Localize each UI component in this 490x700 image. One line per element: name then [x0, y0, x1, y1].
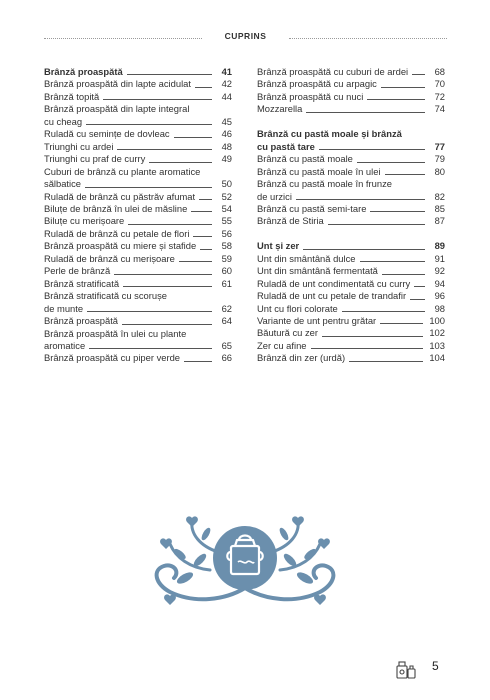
leader-line — [322, 336, 423, 337]
toc-page-number: 98 — [434, 302, 445, 314]
toc-page-number: 42 — [221, 78, 232, 90]
toc-page-number: 64 — [221, 315, 232, 327]
toc-entry[interactable] — [257, 315, 445, 327]
toc-page-number: 80 — [434, 165, 445, 177]
toc-entry-title: Brânză din zer (urdă) — [257, 352, 346, 364]
leader-line — [184, 361, 212, 362]
toc-page-number: 50 — [221, 178, 232, 190]
toc-entry-title: Brânză de Stiria — [257, 215, 324, 227]
toc-entry[interactable] — [44, 328, 232, 353]
toc-entry-title: Unt din smântână fermentată — [257, 265, 378, 277]
toc-entry-title: Brânză proaspătă cu piper verde — [44, 352, 181, 364]
toc-page-number: 44 — [221, 90, 232, 102]
toc-entry[interactable] — [257, 203, 445, 215]
toc-page-number: 94 — [434, 277, 445, 289]
toc-entry[interactable] — [257, 278, 445, 290]
toc-entry-title: Brânză cu pastă moale — [257, 153, 353, 165]
leader-line — [191, 211, 212, 212]
toc-entry-title: cu cheag — [44, 115, 83, 127]
leader-line — [103, 99, 212, 100]
leader-line — [370, 211, 425, 212]
toc-entry-title: Brânză cu pastă semi-tare — [257, 202, 367, 214]
leader-line — [195, 87, 212, 88]
toc-entry-title-line1: Brânză stratificată cu scorușe — [44, 290, 167, 302]
toc-entry[interactable] — [44, 265, 232, 277]
toc-entry[interactable] — [44, 91, 232, 103]
toc-entry[interactable] — [44, 128, 232, 140]
header-divider-right — [289, 38, 447, 39]
toc-section-heading[interactable] — [257, 240, 445, 252]
toc-entry-title-line1: Brânză proaspătă din lapte integral — [44, 103, 190, 115]
page-number: 5 — [432, 659, 439, 673]
toc-page-number: 91 — [434, 252, 445, 264]
toc-entry-title: Variante de unt pentru grătar — [257, 315, 377, 327]
toc-entry-title: Brânză proaspătă cu cuburi de ardei — [257, 66, 409, 77]
toc-entry-title: cu pastă tare — [257, 140, 315, 152]
leader-line — [342, 311, 425, 312]
leader-line — [410, 299, 425, 300]
toc-entry-title: Brânză proaspătă — [44, 66, 123, 77]
leader-line — [414, 286, 425, 287]
toc-entry[interactable] — [44, 290, 232, 315]
toc-page-number: 70 — [434, 78, 445, 90]
toc-page-number: 72 — [434, 90, 445, 102]
toc-entry[interactable] — [257, 303, 445, 315]
toc-page-number: 87 — [434, 215, 445, 227]
toc-entry[interactable] — [44, 203, 232, 215]
toc-entry-title: Brânză proaspătă din lapte acidulat — [44, 78, 191, 90]
toc-entry-title: Brânză topită — [44, 90, 100, 102]
section-gap — [257, 228, 445, 240]
toc-entry-title: Zer cu afine — [257, 339, 307, 351]
leader-line — [381, 87, 425, 88]
toc-page-number: 89 — [434, 240, 445, 252]
toc-page-number: 104 — [429, 352, 445, 364]
toc-entry-title: Mozzarella — [257, 103, 303, 115]
toc-entry[interactable] — [257, 178, 445, 203]
toc-page-number: 74 — [434, 103, 445, 115]
toc-page-number: 48 — [221, 140, 232, 152]
leader-line — [149, 162, 212, 163]
toc-entry[interactable] — [44, 240, 232, 252]
toc-entry[interactable] — [257, 153, 445, 165]
toc-entry-title: sălbatice — [44, 178, 82, 190]
toc-page-number: 102 — [429, 327, 445, 339]
toc-entry[interactable] — [44, 166, 232, 191]
toc-entry[interactable] — [257, 78, 445, 90]
leader-line — [127, 74, 212, 75]
toc-page-number: 77 — [434, 140, 445, 152]
toc-entry-title: Brânză proaspătă cu nuci — [257, 90, 364, 102]
leader-line — [128, 224, 212, 225]
toc-entry-title: Brânză stratificată — [44, 277, 120, 289]
leader-line — [85, 187, 212, 188]
toc-entry[interactable] — [44, 278, 232, 290]
toc-page-number: 61 — [221, 277, 232, 289]
toc-entry[interactable] — [257, 327, 445, 339]
toc-page-number: 85 — [434, 202, 445, 214]
toc-entry-title-line1: Brânză cu pastă moale în frunze — [257, 178, 392, 190]
toc-entry[interactable] — [44, 103, 232, 128]
toc-column-right — [257, 66, 445, 365]
leader-line — [303, 249, 425, 250]
leader-line — [367, 99, 425, 100]
toc-entry-title: Biluțe de brânză în ulei de măsline — [44, 202, 188, 214]
toc-entry-title: Brânză cu pastă moale în ulei — [257, 165, 381, 177]
leader-line — [380, 323, 423, 324]
toc-entry[interactable] — [44, 352, 232, 364]
leader-line — [117, 149, 212, 150]
toc-entry-title: Triunghi cu ardei — [44, 140, 114, 152]
toc-page-number: 103 — [429, 339, 445, 351]
toc-entry-title: Perle de brânză — [44, 265, 111, 277]
toc-section-heading[interactable] — [44, 66, 232, 78]
toc-entry[interactable] — [257, 166, 445, 178]
toc-entry[interactable] — [257, 265, 445, 277]
leader-line — [87, 311, 212, 312]
toc-column-left — [44, 66, 232, 365]
toc-entry-title: Ruladă de unt condimentată cu curry — [257, 277, 411, 289]
toc-entry-title: de urzici — [257, 190, 292, 202]
leader-line — [296, 199, 425, 200]
toc-entry-title: Ruladă de brânză cu merișoare — [44, 252, 175, 264]
toc-entry-title-line1: Brânză proaspătă în ulei cu plante — [44, 327, 187, 339]
toc-entry[interactable] — [44, 215, 232, 227]
toc-entry-title: Ruladă cu semințe de dovleac — [44, 128, 170, 140]
toc-entry[interactable] — [257, 340, 445, 352]
leader-line — [385, 174, 425, 175]
toc-page-number: 56 — [221, 227, 232, 239]
toc-entry[interactable] — [257, 253, 445, 265]
page-title: CUPRINS — [224, 31, 267, 41]
leader-line — [382, 274, 425, 275]
toc-entry-title: Brânză proaspătă cu arpagic — [257, 78, 377, 90]
leader-line — [412, 74, 425, 75]
leader-line — [319, 149, 425, 150]
toc-page-number: 68 — [434, 66, 445, 77]
leader-line — [86, 124, 212, 125]
toc-entry-title: de munte — [44, 302, 84, 314]
leader-line — [174, 137, 212, 138]
toc-page-number: 65 — [221, 339, 232, 351]
toc-page-number: 41 — [221, 66, 232, 77]
toc-entry[interactable] — [44, 315, 232, 327]
toc-entry-title: Ruladă de brânză cu petale de flori — [44, 227, 190, 239]
floral-ornament — [140, 512, 350, 608]
toc-page-number: 92 — [434, 265, 445, 277]
toc-entry-title: Brânză proaspătă — [44, 315, 119, 327]
leader-line — [179, 261, 212, 262]
leader-line — [360, 261, 426, 262]
toc-entry-title: Băutură cu zer — [257, 327, 318, 339]
leader-line — [114, 274, 212, 275]
toc-entry-title: Brânză proaspătă cu miere și stafide — [44, 240, 197, 252]
toc-page-number: 59 — [221, 252, 232, 264]
toc-entry-title: Unt și zer — [257, 240, 300, 252]
toc-page-number: 58 — [221, 240, 232, 252]
toc-page-number: 52 — [221, 190, 232, 202]
leader-line — [89, 348, 212, 349]
toc-page-number: 54 — [221, 202, 232, 214]
toc-page-number: 45 — [221, 115, 232, 127]
toc-entry-title: Ruladă de unt cu petale de trandafir — [257, 290, 407, 302]
toc-page-number: 49 — [221, 153, 232, 165]
toc-entry[interactable] — [44, 153, 232, 165]
toc-entry-title: Unt din smântână dulce — [257, 252, 356, 264]
leader-line — [199, 199, 212, 200]
toc-entry-title: Unt cu flori colorate — [257, 302, 338, 314]
leader-line — [349, 361, 423, 362]
leader-line — [123, 286, 212, 287]
toc-entry[interactable] — [44, 78, 232, 90]
toc-section-heading[interactable] — [257, 128, 445, 153]
toc-entry-title-line1: Brânză cu pastă moale și brânză — [257, 128, 402, 140]
toc-entry-title: aromatice — [44, 339, 86, 351]
toc-page-number: 60 — [221, 265, 232, 277]
leader-line — [122, 324, 212, 325]
toc-page-number: 79 — [434, 153, 445, 165]
leader-line — [357, 162, 425, 163]
toc-entry[interactable] — [44, 141, 232, 153]
leader-line — [311, 348, 424, 349]
leader-line — [200, 249, 212, 250]
section-gap — [257, 116, 445, 128]
toc-entry[interactable] — [257, 290, 445, 302]
leader-line — [328, 224, 425, 225]
toc-entry[interactable] — [257, 91, 445, 103]
toc-page-number: 55 — [221, 215, 232, 227]
toc-page-number: 96 — [434, 290, 445, 302]
leader-line — [193, 236, 212, 237]
toc-entry[interactable] — [257, 215, 445, 227]
toc-entry[interactable] — [44, 191, 232, 203]
toc-entry-title-line1: Cuburi de brânză cu plante aromatice — [44, 165, 201, 177]
toc-page-number: 100 — [429, 315, 445, 327]
toc-entry[interactable] — [257, 66, 445, 78]
toc-entry-title: Biluțe cu merișoare — [44, 215, 125, 227]
toc-entry[interactable] — [44, 228, 232, 240]
toc-entry-title: Ruladă de brânză cu păstrăv afumat — [44, 190, 196, 202]
toc-page-number: 66 — [221, 352, 232, 364]
milk-bottle-icon — [395, 656, 417, 680]
toc-entry[interactable] — [257, 352, 445, 364]
toc-entry-title: Triunghi cu praf de curry — [44, 153, 146, 165]
toc-entry[interactable] — [257, 103, 445, 115]
toc-page-number: 82 — [434, 190, 445, 202]
page-header — [44, 31, 447, 45]
toc-page-number: 62 — [221, 302, 232, 314]
toc-page-number: 46 — [221, 128, 232, 140]
leader-line — [306, 112, 425, 113]
toc-entry[interactable] — [44, 253, 232, 265]
